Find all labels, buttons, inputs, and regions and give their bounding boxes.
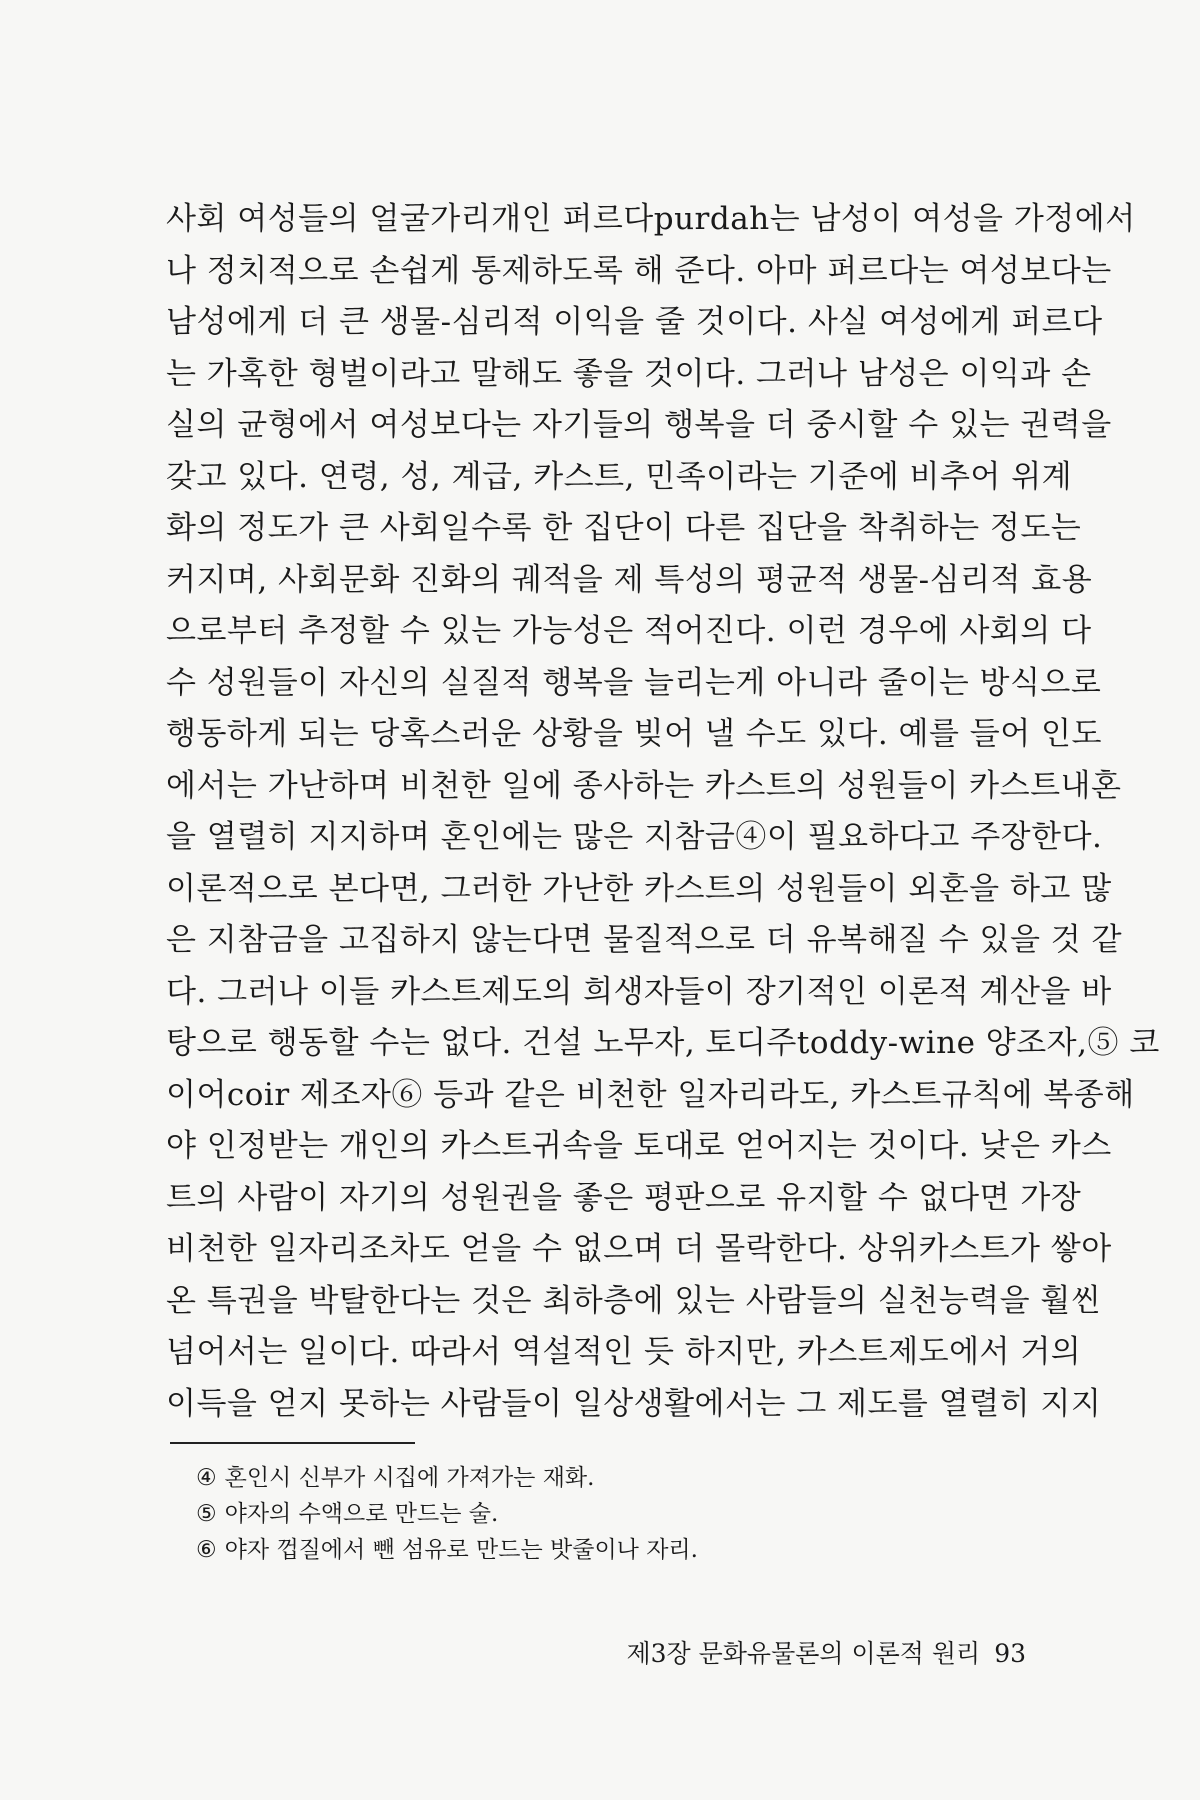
text-line: 야 인정받는 개인의 카스트귀속을 토대로 얻어지는 것이다. 낮은 카스 [166, 1128, 1112, 1164]
text-line: 사회 여성들의 얼굴가리개인 퍼르다purdah는 남성이 여성을 가정에서 [166, 201, 1136, 237]
text-line: 커지며, 사회문화 진화의 궤적을 제 특성의 평균적 생물-심리적 효용 [166, 561, 1093, 598]
text-line: 트의 사람이 자기의 성원권을 좋은 평판으로 유지할 수 없다면 가장 [166, 1179, 1082, 1216]
footnote [196, 1496, 698, 1532]
footnotes [196, 1460, 698, 1568]
footnote-text: 야자 껍질에서 뺀 섬유로 만드는 밧줄이나 자리. [224, 1537, 698, 1563]
footnote-marker: ⑥ [196, 1537, 217, 1563]
text-line: 이득을 얻지 못하는 사람들이 일상생활에서는 그 제도를 열렬히 지지 [166, 1385, 1102, 1422]
footnote [196, 1532, 698, 1568]
text-line: 온 특권을 박탈한다는 것은 최하층에 있는 사람들의 실천능력을 훨씬 [166, 1282, 1102, 1319]
footnote-text: 야자의 수액으로 만드는 술. [224, 1501, 499, 1527]
body-text [166, 194, 1160, 1430]
footnote-marker: ④ [196, 1465, 217, 1491]
text-line: 행동하게 되는 당혹스러운 상황을 빚어 낼 수도 있다. 예를 들어 인도 [166, 716, 1102, 752]
text-line: 갖고 있다. 연령, 성, 계급, 카스트, 민족이라는 기준에 비추어 위계 [166, 458, 1073, 495]
text-line: 이론적으로 본다면, 그러한 가난한 카스트의 성원들이 외혼을 하고 많 [166, 870, 1112, 907]
text-line: 을 열렬히 지지하며 혼인에는 많은 지참금④이 필요하다고 주장한다. [166, 819, 1103, 855]
text-line: 비천한 일자리조차도 얻을 수 없으며 더 몰락한다. 상위카스트가 쌓아 [166, 1231, 1112, 1267]
text-line: 에서는 가난하며 비천한 일에 종사하는 카스트의 성원들이 카스트내혼 [166, 767, 1122, 804]
text-line: 넘어서는 일이다. 따라서 역설적인 듯 하지만, 카스트제도에서 거의 [166, 1334, 1082, 1370]
page-number: 93 [994, 1639, 1026, 1668]
footnote-text: 혼인시 신부가 시집에 가져가는 재화. [224, 1465, 595, 1491]
running-title: 제3장 문화유물론의 이론적 원리 [626, 1639, 981, 1668]
text-line: 남성에게 더 큰 생물-심리적 이익을 줄 것이다. 사실 여성에게 퍼르다 [166, 304, 1103, 340]
text-line: 는 가혹한 형벌이라고 말해도 좋을 것이다. 그러나 남성은 이익과 손 [166, 355, 1092, 392]
text-line: 다. 그러나 이들 카스트제도의 희생자들이 장기적인 이론적 계산을 바 [166, 973, 1112, 1010]
footnote-marker: ⑤ [196, 1501, 217, 1527]
text-line: 실의 균형에서 여성보다는 자기들의 행복을 더 중시할 수 있는 권력을 [166, 407, 1112, 443]
text-line: 은 지참금을 고집하지 않는다면 물질적으로 더 유복해질 수 있을 것 같 [166, 922, 1123, 958]
footnote [196, 1460, 698, 1496]
text-line: 나 정치적으로 손쉽게 통제하도록 해 준다. 아마 퍼르다는 여성보다는 [166, 252, 1112, 289]
text-line: 탕으로 행동할 수는 없다. 건설 노무자, 토디주toddy-wine 양조자,⑤ 코 [166, 1025, 1160, 1061]
footnote-divider [170, 1442, 415, 1444]
text-line: 으로부터 추정할 수 있는 가능성은 적어진다. 이런 경우에 사회의 다 [166, 613, 1092, 649]
running-footer [626, 1634, 1026, 1670]
text-line: 이어coir 제조자⑥ 등과 같은 비천한 일자리라도, 카스트규칙에 복종해 [166, 1076, 1135, 1113]
text-line: 화의 정도가 큰 사회일수록 한 집단이 다른 집단을 착취하는 정도는 [166, 510, 1082, 546]
text-line: 수 성원들이 자신의 실질적 행복을 늘리는게 아니라 줄이는 방식으로 [166, 664, 1102, 701]
